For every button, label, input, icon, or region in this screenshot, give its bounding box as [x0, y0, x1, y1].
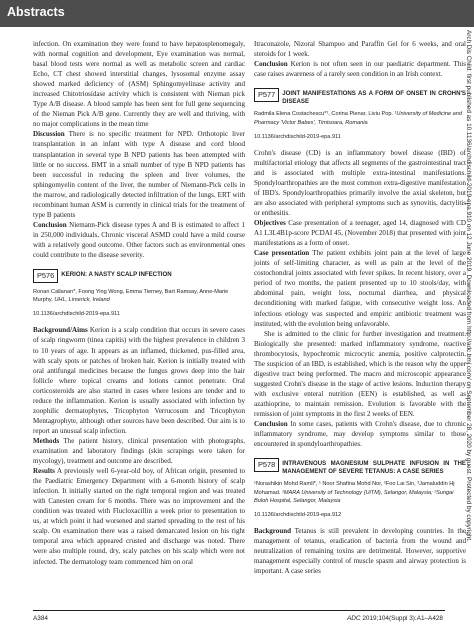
- abstract-id: P576: [33, 269, 58, 283]
- conclusion-text: Kerion is not often seen in our paediatric department. This case raises awareness of a rarely seen condition in an Irish context.: [254, 60, 466, 79]
- background-text: Kerion is a scalp condition that occurs in severe cases of scalp ringworm (tinea capitis) with the highest prevalence in children 3 to 10 years of age. It appears as an inflamed, thickened, pus-filled area, with scaly spots or patches of broken hair. Kerion is initially treated with oral antifungal medicines because the fungus grows deep into the hair follicle where topical creams and lotions cannot penetrate. Oral corticosteroids are also started in cases where lesions are tender and to reduce the inflammation. Kerion is usually associated with infection by zoophilic dermatophytes, Tricophyton Verrucosum and Tricophyton Mentagrophyte, although other sources have been described. Our aim is to report an unusual scalp infection.: [33, 326, 245, 435]
- background-paragraph: [33, 325, 245, 436]
- background-label: Background: [254, 526, 292, 535]
- authors: [254, 480, 466, 505]
- discussion-paragraph: [33, 129, 245, 219]
- background-text: Tetanus is still prevalent in developing countries. In the management of tetanus, eradication of bacteria from the wound and neutralization of remaining toxins are detrimental. However, supportive management especially control of muscle spasm and airway protection is important. A case series: [254, 526, 466, 576]
- affiliation: UHL, Limerick, Ireland: [54, 297, 110, 304]
- objectives-text: Case presentation of a teenager, aged 14, diagnosed with CD A1 L3L4B1p-score PCDAI 45, (November 2018) that presented with joint manifestations as a form of onset.: [254, 219, 466, 248]
- conclusion-label: Conclusion: [33, 220, 67, 229]
- abstract-title: INTRAVENOUS MAGNESIUM SULPHATE INFUSION IN THE MANAGEMENT OF SEVERE TETANUS: A CASE SERIES: [282, 460, 466, 475]
- abstract-title: JOINT MANIFESTATIONS AS A FORM OF ONSET IN CROHN'S DISEASE: [282, 90, 466, 105]
- conclusion-paragraph: [33, 220, 245, 260]
- affiliation: ¹University of Medicine and Pharmacy 'Victor Babes', Timisoara, Romania: [254, 111, 463, 126]
- doi[interactable]: 10.1136/archdischild-2019-epa.911: [254, 133, 341, 140]
- background-paragraph: [254, 526, 466, 576]
- conclusion-paragraph: [254, 59, 466, 79]
- discussion-label: Discussion: [33, 130, 65, 139]
- conclusion-label: Conclusion: [254, 60, 288, 69]
- methods-label: Methods: [33, 436, 60, 445]
- objectives-paragraph: [254, 218, 466, 248]
- abstract-id: P577: [254, 88, 279, 102]
- abstract-heading: [254, 458, 466, 475]
- methods-text: The patient history, clinical presentation with photographs, examination and laboratory findings (skin scrapings were taken for mycology), treatment and outcome are described.: [33, 436, 246, 466]
- sidebar-text: Arch Dis Child: first published as 10.1136/archdischild-2019-epa.910 on 12 June 2019. Downloaded from http://adc.bmj.com/ on September 28, 2020 by guest. Protected by copyright.: [465, 30, 472, 542]
- case-presentation-paragraph: [254, 248, 466, 328]
- section-title: Abstracts: [7, 5, 65, 19]
- authors: [33, 288, 245, 304]
- discussion-text: There is no specific treatment for NPD. Orthotopic liver transplantation in an infant with type A disease and cord blood transplantation in several type B NPD patients has been attempted with little or no success. BMT in a small number of type B NPD patients has been successful in reducing the spleen and liver volumes, the sphingomyelin content of the liver, the number of Niemann-Pick cells in the marrow, and radiologically detected infiltration of the lungs. ERT with recombinant human ASM is currently in clinical trials for the treatment of type B patients: [33, 130, 246, 219]
- conclusion-paragraph: [254, 419, 466, 449]
- abstract-title: KERION: A NASTY SCALP INFECTION: [61, 271, 172, 279]
- abstract-heading: [33, 269, 245, 283]
- page-number: A384: [33, 615, 48, 622]
- conclusion-label: Conclusion: [254, 420, 288, 429]
- results-paragraph: [33, 466, 245, 566]
- case-presentation-label: Case presentation: [254, 249, 310, 258]
- background-label: Background/Aims: [33, 326, 88, 335]
- doi[interactable]: 10.1136/archdischild-2019-epa.911: [33, 311, 120, 318]
- affiliation: ¹MARA University of Technology (UiTM), Selangor, Malaysia; ²Sungai Buloh Hospital, Selangor, Malaysia: [254, 489, 454, 504]
- footer-divider: [33, 610, 445, 611]
- author-list: Ronan Callanan*, Foong Ying Wong, Emma Tierney, Bart Ramsay, Anne-Marie Murphy.: [33, 289, 229, 304]
- journal-name: ADC: [347, 615, 361, 622]
- author-list: Radmila Elena Costachescu*¹, Corina Pienar, Liviu Pop.: [254, 111, 393, 118]
- objectives-label: Objectives: [254, 219, 286, 228]
- left-column: [33, 39, 245, 567]
- section-header: [0, 0, 474, 27]
- abstract-id: P578: [254, 458, 279, 472]
- paragraph: She is admitted to the clinic for further investigation and treatment. Biologically she presented: marked inflammatory syndrome, reactive thrombocytosis, hypochromic microcytic anemia, positive calprotectin. The suspicion of an IBD, is established, which is the reason why the upper digestive tract being performed. The macro and microscopic appearance suggested Crohn's disease in the stage of active lesions. Induction therapy with exclusive enteral nutrition (EEN) is established, as well as azathioprine, to maintain remission. Evolution is favorable with the remission of joint symptoms in the first 2 weeks of EEN.: [254, 329, 466, 418]
- paragraph: infection. On examination they were found to have hepatosplenomegaly, with normal cognition and development, Eye examination was normal, basal blood tests were normal as well as metabolic screen and cardiac Echo, CT chest showed interstitial changes, lysosomal enzyme assay showed marked deficiency of (ASM) Sphingomyelinase activity and increased Chitotriosidase activity which is consistent with Nieman pick Type A/B disease. A blood sample has been sent for full gene sequencing of the Nieman Pick A/B gene. Currently they are well and thriving, with no major complications in the mean time: [33, 40, 245, 129]
- methods-paragraph: [33, 436, 245, 466]
- paragraph: Crohn's disease (CD) is an inflammatory bowel disease (IBD) of multifactorial etiology that affects all segments of the gastrointestinal tract and is associated with multiple extra-intestinal manifestations. Spondyloarthropathies are the most common extra-digestive manifestation of IBD's. Spondyloarthropathies primarily involve the axial skeleton, but are also associated with peripheral symptoms such as synovitis, dactylitis or enthesitis.: [254, 148, 466, 218]
- authors: [254, 110, 466, 126]
- conclusion-text: In some cases, patients with Crohn's disease, due to chronic inflammatory syndrome, may develop symptoms similar to those encountered in spondyloarthropathies.: [254, 420, 467, 449]
- abstract-heading: [254, 88, 466, 105]
- case-presentation-text: The patient exhibits joint pain at the level of large joints of self-limiting character, as well as pain at the level of the costochondral joints associated with fever spikes. In recent history, over a period of two months, the patient presented up to 10 stools/day, with abdominal pain, weight loss, nocturnal diarrhea, and physical deconditioning with marked fatigue, with consecutive weight loss. An infectious etiology was suspected and empiric antibiotic treatment was instituted, with the evolution being unfavorable.: [254, 249, 467, 328]
- journal-citation: [347, 615, 443, 622]
- results-text: A previously well 6-year-old boy, of African origin, presented to the Paediatric Emergency Department with a 6-month history of scalp infection. It initially started on the right temporal region and was treated with Canesten cream for 6 months. There was no improvement and the condition was treated with Flucloxacillin a week prior to presentation to us, at which point it had worsened and started spreading to the rest of his scalp. On examination there was a raised demarcated lesion on his right temporal area which appeared crusted and discharge was noted. There were also multiple round, dry, scaly patches on his scalp which were not infected. The dermatology team commenced him on oral: [33, 467, 245, 566]
- citation-text: 2019;104(Suppl 3):A1–A428: [362, 615, 443, 622]
- results-label: Results: [33, 467, 55, 476]
- paragraph: Itraconazole, Nizoral Shampoo and Paraffin Gel for 6 weeks, and oral steroids for 1 week.: [254, 40, 466, 59]
- right-column: [254, 39, 466, 576]
- doi[interactable]: 10.1136/archdischild-2019-epa.912: [254, 511, 342, 518]
- author-list: ¹Norashikin Mohd Ramli*, ¹ Noor Shafina Mohd Nor, ²Foo Lai Sin, ³Jamaluddin Hj Mohamad.: [254, 481, 455, 496]
- copyright-sidebar: [459, 30, 473, 610]
- conclusion-text: Niemann-Pick disease types A and B is estimated to affect 1 in 250,000 individuals, Chronic visceral ASMD could have a mild course with a relatively good outcome. Other factors such as environmental ones could contribute to the disease severity.: [33, 220, 245, 259]
